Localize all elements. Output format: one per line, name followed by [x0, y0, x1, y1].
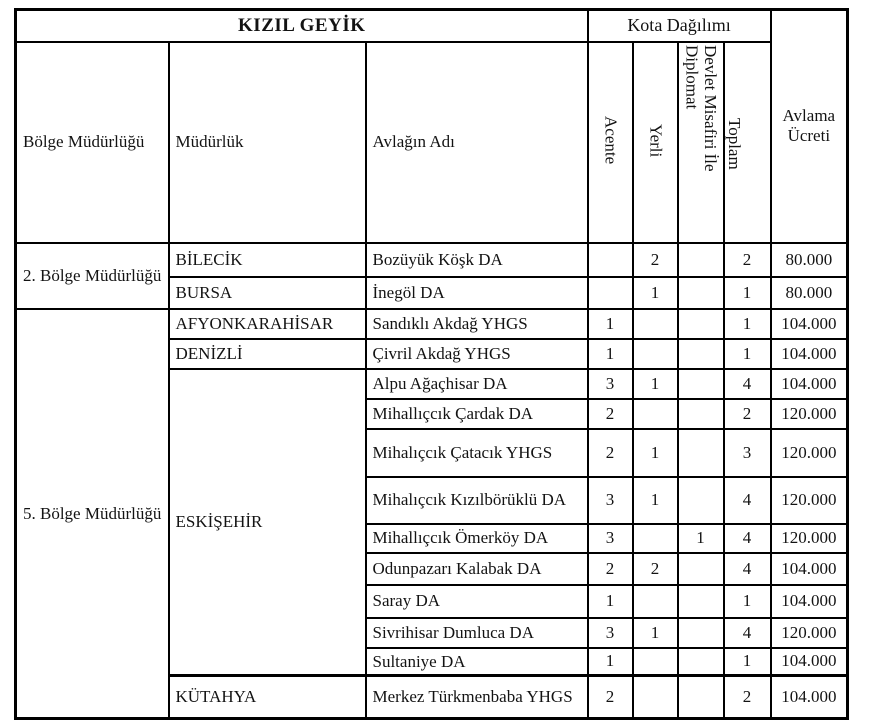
cell-ground: Mihallıçcık Ömerköy DA	[366, 524, 588, 553]
cell-ground: Mihalıçcık Kızılbörüklü DA	[366, 477, 588, 524]
cell-region: 2. Bölge Müdürlüğü	[16, 243, 169, 309]
cell-ground: Saray DA	[366, 585, 588, 618]
cell-ground: Odunpazarı Kalabak DA	[366, 553, 588, 585]
cell-agency: 2	[588, 429, 633, 477]
cell-total: 4	[724, 524, 771, 553]
cell-local: 1	[633, 369, 678, 399]
cell-fee: 104.000	[771, 585, 848, 618]
cell-total: 4	[724, 369, 771, 399]
cell-total: 2	[724, 243, 771, 277]
cell-agency: 2	[588, 553, 633, 585]
cell-agency: 2	[588, 676, 633, 719]
table-title: KIZIL GEYİK	[16, 10, 588, 42]
col-header-directorate: Müdürlük	[169, 42, 366, 243]
cell-diplomat	[678, 676, 724, 719]
cell-fee: 104.000	[771, 676, 848, 719]
local-vertical-label: Yerli	[646, 123, 666, 158]
cell-agency: 3	[588, 524, 633, 553]
cell-ground: Mihallıçcık Çardak DA	[366, 399, 588, 429]
cell-local	[633, 309, 678, 339]
header-band-top	[16, 10, 848, 42]
cell-fee: 120.000	[771, 618, 848, 648]
col-header-diplomat	[678, 42, 724, 243]
cell-diplomat	[678, 399, 724, 429]
cell-total: 4	[724, 477, 771, 524]
cell-agency: 3	[588, 618, 633, 648]
cell-diplomat	[678, 243, 724, 277]
cell-local: 2	[633, 553, 678, 585]
cell-directorate: BURSA	[169, 277, 366, 309]
cell-ground: Alpu Ağaçhisar DA	[366, 369, 588, 399]
header-band-columns	[16, 42, 848, 243]
cell-directorate: ESKİŞEHİR	[169, 369, 366, 676]
col-header-local	[633, 42, 678, 243]
table-row	[16, 243, 848, 277]
cell-fee: 104.000	[771, 309, 848, 339]
cell-diplomat: 1	[678, 524, 724, 553]
cell-total: 1	[724, 585, 771, 618]
cell-fee: 120.000	[771, 399, 848, 429]
col-header-agency	[588, 42, 633, 243]
cell-fee: 104.000	[771, 553, 848, 585]
cell-total: 3	[724, 429, 771, 477]
cell-local: 1	[633, 429, 678, 477]
cell-diplomat	[678, 369, 724, 399]
cell-fee: 80.000	[771, 243, 848, 277]
cell-local	[633, 524, 678, 553]
cell-fee: 104.000	[771, 648, 848, 676]
cell-diplomat	[678, 648, 724, 676]
cell-diplomat	[678, 618, 724, 648]
cell-diplomat	[678, 277, 724, 309]
cell-agency	[588, 277, 633, 309]
cell-local	[633, 648, 678, 676]
cell-ground: Bozüyük Köşk DA	[366, 243, 588, 277]
cell-ground: Sivrihisar Dumluca DA	[366, 618, 588, 648]
cell-total: 4	[724, 618, 771, 648]
col-header-hunting-ground: Avlağın Adı	[366, 42, 588, 243]
col-header-region: Bölge Müdürlüğü	[16, 42, 169, 243]
cell-fee: 104.000	[771, 339, 848, 369]
cell-fee: 120.000	[771, 477, 848, 524]
cell-diplomat	[678, 309, 724, 339]
cell-directorate: KÜTAHYA	[169, 676, 366, 719]
cell-local: 2	[633, 243, 678, 277]
table-row	[16, 309, 848, 339]
cell-agency: 1	[588, 309, 633, 339]
cell-agency: 3	[588, 477, 633, 524]
cell-ground: İnegöl DA	[366, 277, 588, 309]
cell-fee: 104.000	[771, 369, 848, 399]
cell-agency: 1	[588, 339, 633, 369]
cell-agency	[588, 243, 633, 277]
cell-region: 5. Bölge Müdürlüğü	[16, 309, 169, 719]
cell-ground: Merkez Türkmenbaba YHGS	[366, 676, 588, 719]
cell-agency: 2	[588, 399, 633, 429]
cell-agency: 3	[588, 369, 633, 399]
cell-local	[633, 676, 678, 719]
cell-local: 1	[633, 477, 678, 524]
diplomat-vertical-label: Devlet Misafiri İle Diplomat	[682, 44, 721, 172]
cell-diplomat	[678, 339, 724, 369]
cell-total: 1	[724, 309, 771, 339]
cell-directorate: BİLECİK	[169, 243, 366, 277]
cell-local	[633, 399, 678, 429]
col-header-fee: Avlama Ücreti	[771, 10, 848, 243]
cell-total: 4	[724, 553, 771, 585]
total-vertical-label: Toplam	[725, 117, 745, 170]
cell-ground: Sultaniye DA	[366, 648, 588, 676]
cell-local: 1	[633, 277, 678, 309]
cell-agency: 1	[588, 585, 633, 618]
cell-fee: 120.000	[771, 429, 848, 477]
cell-ground: Sandıklı Akdağ YHGS	[366, 309, 588, 339]
cell-total: 1	[724, 339, 771, 369]
cell-diplomat	[678, 553, 724, 585]
cell-fee: 120.000	[771, 524, 848, 553]
cell-diplomat	[678, 477, 724, 524]
cell-ground: Çivril Akdağ YHGS	[366, 339, 588, 369]
cell-total: 1	[724, 277, 771, 309]
cell-diplomat	[678, 585, 724, 618]
quota-table	[14, 8, 849, 720]
cell-local: 1	[633, 618, 678, 648]
agency-vertical-label: Acente	[601, 116, 621, 165]
cell-total: 2	[724, 676, 771, 719]
cell-agency: 1	[588, 648, 633, 676]
cell-ground: Mihalıçcık Çatacık YHGS	[366, 429, 588, 477]
cell-local	[633, 339, 678, 369]
cell-diplomat	[678, 429, 724, 477]
cell-total: 2	[724, 399, 771, 429]
cell-directorate: AFYONKARAHİSAR	[169, 309, 366, 339]
quota-distribution-header: Kota Dağılımı	[588, 10, 771, 42]
col-header-total	[724, 42, 771, 243]
cell-local	[633, 585, 678, 618]
cell-directorate: DENİZLİ	[169, 339, 366, 369]
cell-fee: 80.000	[771, 277, 848, 309]
cell-total: 1	[724, 648, 771, 676]
